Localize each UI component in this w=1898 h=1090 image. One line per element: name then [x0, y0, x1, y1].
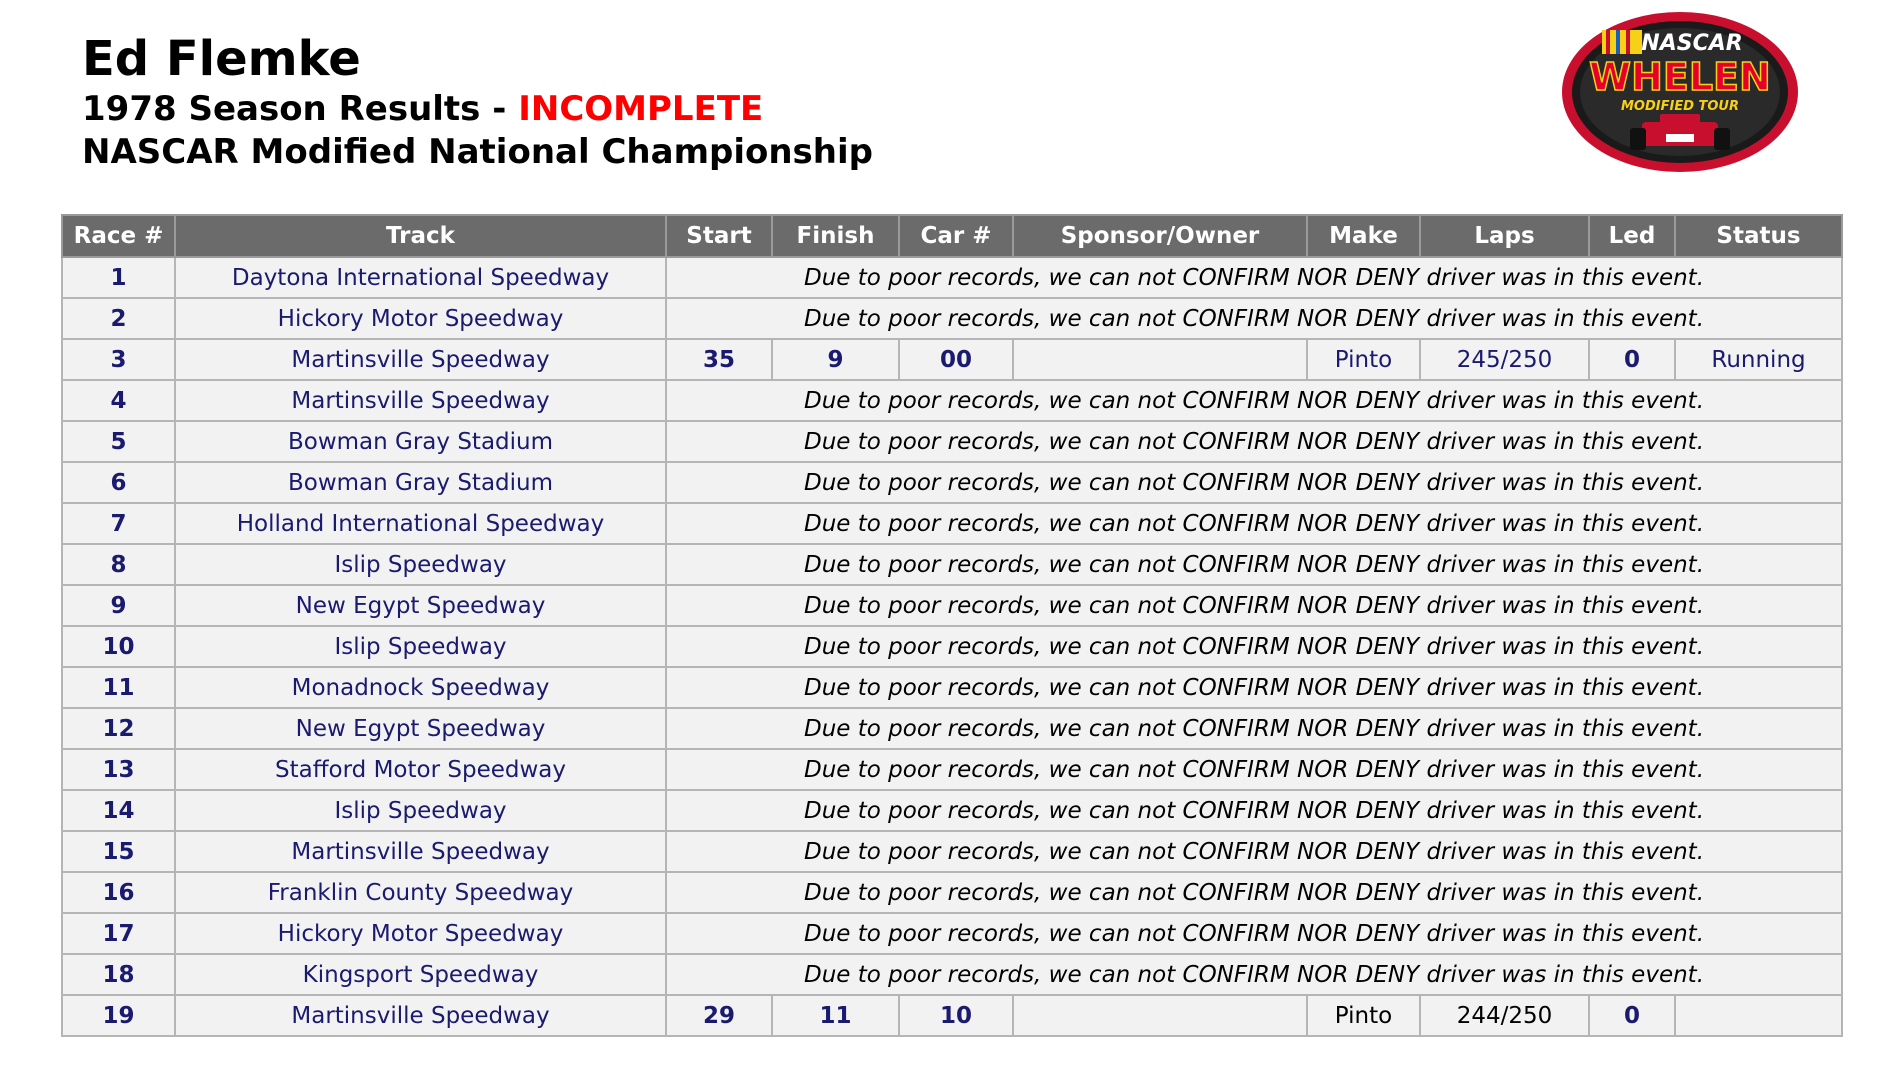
race-number: 8 [62, 544, 175, 585]
records-note: Due to poor records, we can not CONFIRM NOR DENY driver was in this event. [666, 544, 1842, 585]
track-link[interactable]: Martinsville Speedway [175, 831, 666, 872]
records-note: Due to poor records, we can not CONFIRM NOR DENY driver was in this event. [666, 257, 1842, 298]
race-number: 6 [62, 462, 175, 503]
race-number: 11 [62, 667, 175, 708]
track-link[interactable]: Bowman Gray Stadium [175, 462, 666, 503]
records-note: Due to poor records, we can not CONFIRM NOR DENY driver was in this event. [666, 667, 1842, 708]
finish-status: Running [1675, 339, 1842, 380]
table-row [62, 257, 1842, 298]
race-number: 2 [62, 298, 175, 339]
sponsor-owner [1013, 339, 1307, 380]
table-header-row [62, 215, 1842, 257]
records-note: Due to poor records, we can not CONFIRM NOR DENY driver was in this event. [666, 872, 1842, 913]
col-race-header[interactable]: Race # [62, 215, 175, 257]
table-row [62, 380, 1842, 421]
track-link[interactable]: Monadnock Speedway [175, 667, 666, 708]
incomplete-badge: INCOMPLETE [518, 89, 764, 129]
race-number: 19 [62, 995, 175, 1036]
records-note: Due to poor records, we can not CONFIRM NOR DENY driver was in this event. [666, 380, 1842, 421]
track-link[interactable]: Hickory Motor Speedway [175, 913, 666, 954]
col-track-header[interactable]: Track [175, 215, 666, 257]
laps-completed: 245/250 [1420, 339, 1589, 380]
start-position: 29 [666, 995, 772, 1036]
records-note: Due to poor records, we can not CONFIRM NOR DENY driver was in this event. [666, 749, 1842, 790]
laps-led: 0 [1589, 339, 1675, 380]
table-row [62, 749, 1842, 790]
table-row [62, 913, 1842, 954]
race-number: 12 [62, 708, 175, 749]
table-row [62, 872, 1842, 913]
table-row [62, 954, 1842, 995]
table-row [62, 585, 1842, 626]
track-link[interactable]: New Egypt Speedway [175, 708, 666, 749]
track-link[interactable]: Daytona International Speedway [175, 257, 666, 298]
track-link[interactable]: Islip Speedway [175, 626, 666, 667]
col-led-header[interactable]: Led [1589, 215, 1675, 257]
race-number: 1 [62, 257, 175, 298]
track-link[interactable]: Stafford Motor Speedway [175, 749, 666, 790]
start-position: 35 [666, 339, 772, 380]
records-note: Due to poor records, we can not CONFIRM NOR DENY driver was in this event. [666, 503, 1842, 544]
col-make-header[interactable]: Make [1307, 215, 1420, 257]
table-row [62, 667, 1842, 708]
race-number: 5 [62, 421, 175, 462]
track-link[interactable]: New Egypt Speedway [175, 585, 666, 626]
table-row [62, 995, 1842, 1036]
table-row [62, 708, 1842, 749]
race-number: 13 [62, 749, 175, 790]
race-number: 16 [62, 872, 175, 913]
track-link[interactable]: Bowman Gray Stadium [175, 421, 666, 462]
series-title: NASCAR Modified National Championship [82, 132, 873, 172]
finish-status [1675, 995, 1842, 1036]
race-number: 4 [62, 380, 175, 421]
logo-modified-text: MODIFIED TOUR [1620, 99, 1740, 114]
records-note: Due to poor records, we can not CONFIRM NOR DENY driver was in this event. [666, 913, 1842, 954]
track-link[interactable]: Martinsville Speedway [175, 380, 666, 421]
track-link[interactable]: Holland International Speedway [175, 503, 666, 544]
table-row [62, 339, 1842, 380]
nascar-whelen-logo [1560, 10, 1800, 175]
logo-nascar-text: NASCAR [1641, 31, 1743, 56]
race-number: 10 [62, 626, 175, 667]
col-status-header[interactable]: Status [1675, 215, 1842, 257]
driver-name: Ed Flemke [82, 31, 361, 87]
race-number: 7 [62, 503, 175, 544]
records-note: Due to poor records, we can not CONFIRM NOR DENY driver was in this event. [666, 298, 1842, 339]
car-make: Pinto [1307, 339, 1420, 380]
results-table [61, 214, 1843, 1037]
finish-position: 9 [772, 339, 899, 380]
logo-whelen-text: WHELEN [1589, 55, 1771, 99]
laps-led: 0 [1589, 995, 1675, 1036]
table-row [62, 421, 1842, 462]
records-note: Due to poor records, we can not CONFIRM NOR DENY driver was in this event. [666, 585, 1842, 626]
records-note: Due to poor records, we can not CONFIRM NOR DENY driver was in this event. [666, 954, 1842, 995]
finish-position: 11 [772, 995, 899, 1036]
col-finish-header[interactable]: Finish [772, 215, 899, 257]
track-link[interactable]: Islip Speedway [175, 544, 666, 585]
sponsor-owner [1013, 995, 1307, 1036]
laps-completed: 244/250 [1420, 995, 1589, 1036]
records-note: Due to poor records, we can not CONFIRM NOR DENY driver was in this event. [666, 790, 1842, 831]
col-sponsor-header[interactable]: Sponsor/Owner [1013, 215, 1307, 257]
col-start-header[interactable]: Start [666, 215, 772, 257]
race-number: 15 [62, 831, 175, 872]
records-note: Due to poor records, we can not CONFIRM NOR DENY driver was in this event. [666, 421, 1842, 462]
table-row [62, 462, 1842, 503]
table-row [62, 626, 1842, 667]
race-number: 17 [62, 913, 175, 954]
track-link[interactable]: Kingsport Speedway [175, 954, 666, 995]
page-header [82, 30, 873, 174]
table-row [62, 544, 1842, 585]
records-note: Due to poor records, we can not CONFIRM NOR DENY driver was in this event. [666, 831, 1842, 872]
season-label: 1978 Season Results - [82, 89, 519, 129]
race-number: 14 [62, 790, 175, 831]
table-row [62, 790, 1842, 831]
table-row [62, 298, 1842, 339]
col-car-header[interactable]: Car # [899, 215, 1013, 257]
season-title [82, 88, 873, 131]
track-link[interactable]: Hickory Motor Speedway [175, 298, 666, 339]
car-number: 10 [899, 995, 1013, 1036]
car-number: 00 [899, 339, 1013, 380]
track-link[interactable]: Franklin County Speedway [175, 872, 666, 913]
records-note: Due to poor records, we can not CONFIRM NOR DENY driver was in this event. [666, 708, 1842, 749]
track-link[interactable]: Martinsville Speedway [175, 995, 666, 1036]
table-row [62, 503, 1842, 544]
col-laps-header[interactable]: Laps [1420, 215, 1589, 257]
records-note: Due to poor records, we can not CONFIRM NOR DENY driver was in this event. [666, 462, 1842, 503]
car-make: Pinto [1307, 995, 1420, 1036]
race-number: 9 [62, 585, 175, 626]
race-number: 18 [62, 954, 175, 995]
race-number: 3 [62, 339, 175, 380]
track-link[interactable]: Islip Speedway [175, 790, 666, 831]
table-row [62, 831, 1842, 872]
records-note: Due to poor records, we can not CONFIRM NOR DENY driver was in this event. [666, 626, 1842, 667]
track-link[interactable]: Martinsville Speedway [175, 339, 666, 380]
